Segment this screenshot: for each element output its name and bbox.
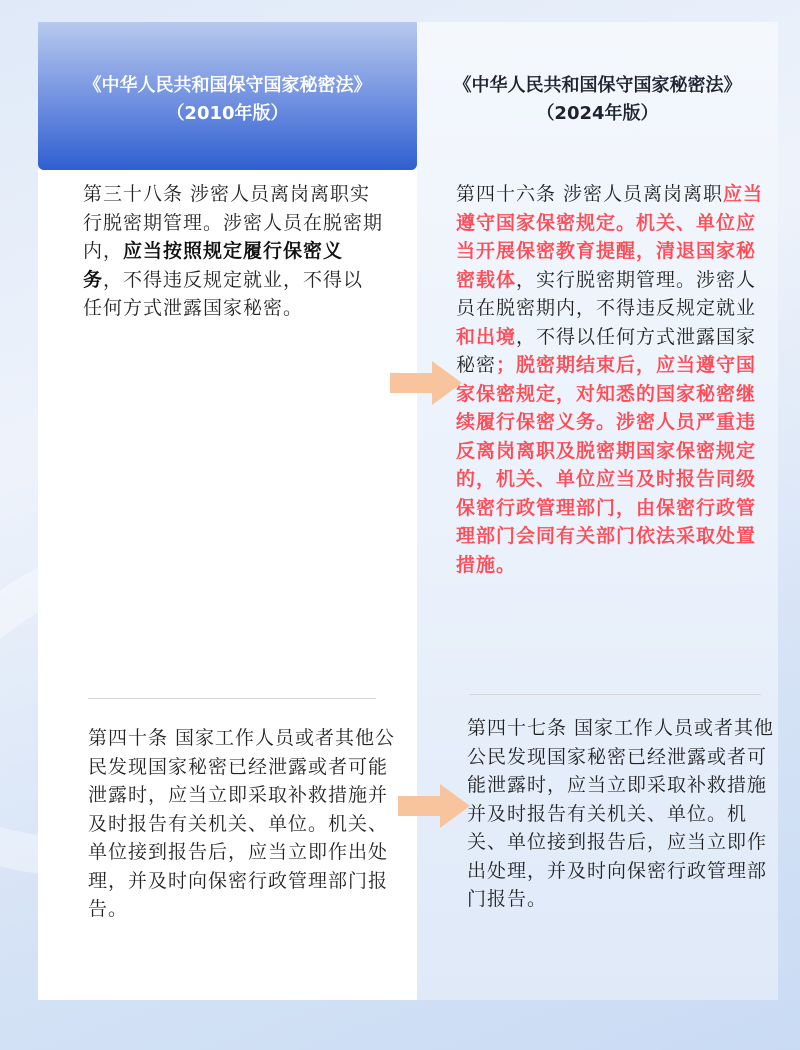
article-text: ，不得违反规定就业，不得以任何方式泄露国家秘密。 bbox=[83, 268, 364, 319]
arrow-right-icon bbox=[398, 784, 470, 828]
red-highlight: 和出境 bbox=[456, 325, 517, 348]
bold-highlight: 应当按照规定履行保密义务 bbox=[83, 240, 344, 291]
header-2024-edition: （2024年版） bbox=[536, 103, 659, 124]
article-2010-38 bbox=[83, 180, 383, 323]
divider-left bbox=[88, 698, 376, 699]
article-text: ，实行脱密期管理。涉密人员在脱密期内，不得违反规定就业 bbox=[456, 268, 757, 319]
arrow-right-icon bbox=[390, 361, 462, 405]
article-text: 第四十六条 涉密人员离岗离职 bbox=[456, 183, 724, 205]
comparison-card bbox=[38, 22, 778, 1000]
divider-right bbox=[469, 694, 761, 695]
header-2010-edition: （2010年版） bbox=[166, 103, 289, 124]
header-2010 bbox=[38, 72, 417, 128]
header-2024-title: 《中华人民共和国保守国家秘密法》 bbox=[453, 75, 742, 96]
article-text: 第三十八条 涉密人员离岗离职实行脱密期管理。涉密人员在脱密期内， bbox=[83, 183, 384, 262]
red-highlight: ；脱密期结束后，应当遵守国家保密规定，对知悉的国家秘密继续履行保密义务。涉密人员严重违反离岗离职及脱密期国家保密规定的，机关、单位应当及时报告同级保密行政管理部门，由保密行政管理部门会同有关部门依法采取处置措施。 bbox=[456, 354, 757, 576]
article-2024-47: 第四十七条 国家工作人员或者其他公民发现国家秘密已经泄露或者可能泄露时，应当立即采取补救措施并及时报告有关机关、单位。机关、单位接到报告后，应当立即作出处理，并及时向保密行政管理部门报告。 bbox=[467, 717, 775, 910]
red-highlight: 应当遵守国家保密规定。机关、单位应当开展保密教育提醒，清退国家秘密载体 bbox=[456, 183, 764, 291]
article-text: ，不得以任何方式泄露国家秘密 bbox=[456, 325, 757, 376]
article-2010-40: 第四十条 国家工作人员或者其他公民发现国家秘密已经泄露或者可能泄露时，应当立即采取补救措施并及时报告有关机关、单位。机关、单位接到报告后，应当立即作出处理，并及时向保密行政管理部门报告。 bbox=[88, 727, 396, 920]
header-2010-title: 《中华人民共和国保守国家秘密法》 bbox=[83, 75, 372, 96]
article-2024-46 bbox=[456, 180, 766, 579]
header-2024 bbox=[417, 72, 778, 128]
